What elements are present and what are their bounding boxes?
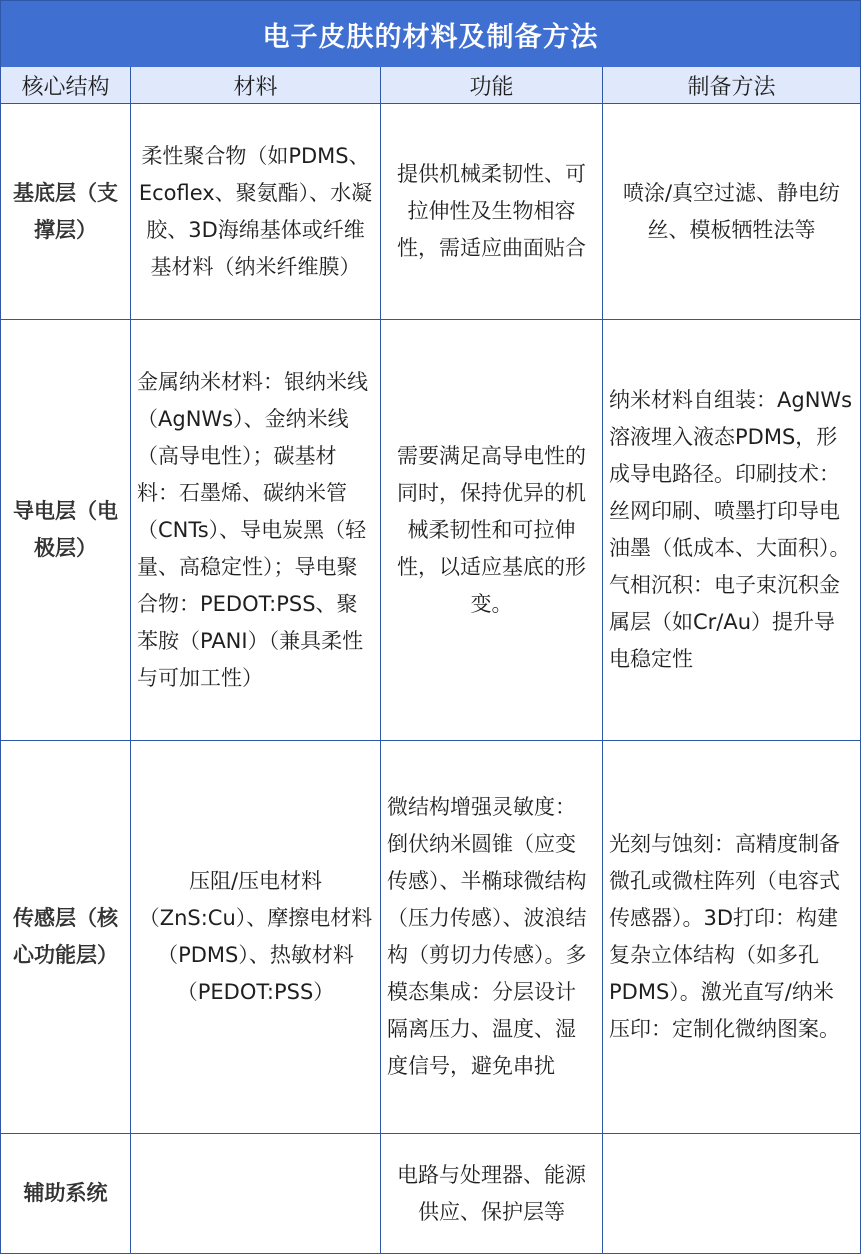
cell-function: 需要满足高导电性的同时，保持优异的机械柔韧性和可拉伸性，以适应基底的形变。 (397, 443, 586, 616)
header-function: 功能 (381, 67, 602, 104)
cell-method: 喷涂/真空过滤、静电纺丝、模板牺牲法等 (622, 180, 841, 242)
cell-material: 柔性聚合物（如PDMS、Ecoflex、聚氨酯）、水凝胶、3D海绵基体或纤维基材料（纳米纤维膜） (138, 143, 373, 279)
cell-material (131, 1134, 380, 1253)
cell-structure: 导电层（电极层） (13, 499, 118, 560)
header-row (0, 67, 861, 104)
table-row (0, 1134, 861, 1254)
table-row (0, 104, 861, 320)
cell-structure: 辅助系统 (23, 1181, 108, 1205)
cell-material: 金属纳米材料：银纳米线（AgNWs）、金纳米线（高导电性）；碳基材料：石墨烯、碳纳米管（CNTs）、导电炭黑（轻量、高稳定性）；导电聚合物：PEDOT:PSS、聚苯胺（PANI）（兼具柔性与可加工性） (137, 369, 368, 690)
cell-function: 提供机械柔韧性、可拉伸性及生物相容性，需适应曲面贴合 (397, 162, 586, 260)
table-title: 电子皮肤的材料及制备方法 (0, 0, 861, 68)
cell-method: 光刻与蚀刻：高精度制备微孔或微柱阵列（电容式传感器）。3D打印：构建复杂立体结构（如多孔PDMS）。激光直写/纳米压印：定制化微纳图案。 (609, 832, 840, 1041)
cell-structure: 传感层（核心功能层） (13, 906, 118, 967)
cell-structure: 基底层（支撑层） (13, 180, 118, 242)
header-material: 材料 (131, 67, 380, 104)
cell-material: 压阻/压电材料（ZnS:Cu）、摩擦电材料（PDMS）、热敏材料（PEDOT:PSS） (138, 869, 373, 1004)
cell-function: 电路与处理器、能源供应、保护层等 (397, 1162, 586, 1224)
table-row (0, 320, 861, 741)
cell-function: 微结构增强灵敏度：倒伏纳米圆锥（应变传感）、半椭球微结构（压力传感）、波浪结构（剪切力传感）。多模态集成：分层设计隔离压力、温度、湿度信号，避免串扰 (387, 795, 587, 1078)
header-method: 制备方法 (603, 67, 860, 104)
cell-method (603, 1134, 860, 1253)
table-row (0, 741, 861, 1134)
cell-method: 纳米材料自组装：AgNWs溶液埋入液态PDMS，形成导电路径。印刷技术：丝网印刷、喷墨打印导电油墨（低成本、大面积）。气相沉积：电子束沉积金属层（如Cr/Au）提升导电稳定性 (609, 388, 853, 671)
header-structure: 核心结构 (1, 67, 130, 104)
